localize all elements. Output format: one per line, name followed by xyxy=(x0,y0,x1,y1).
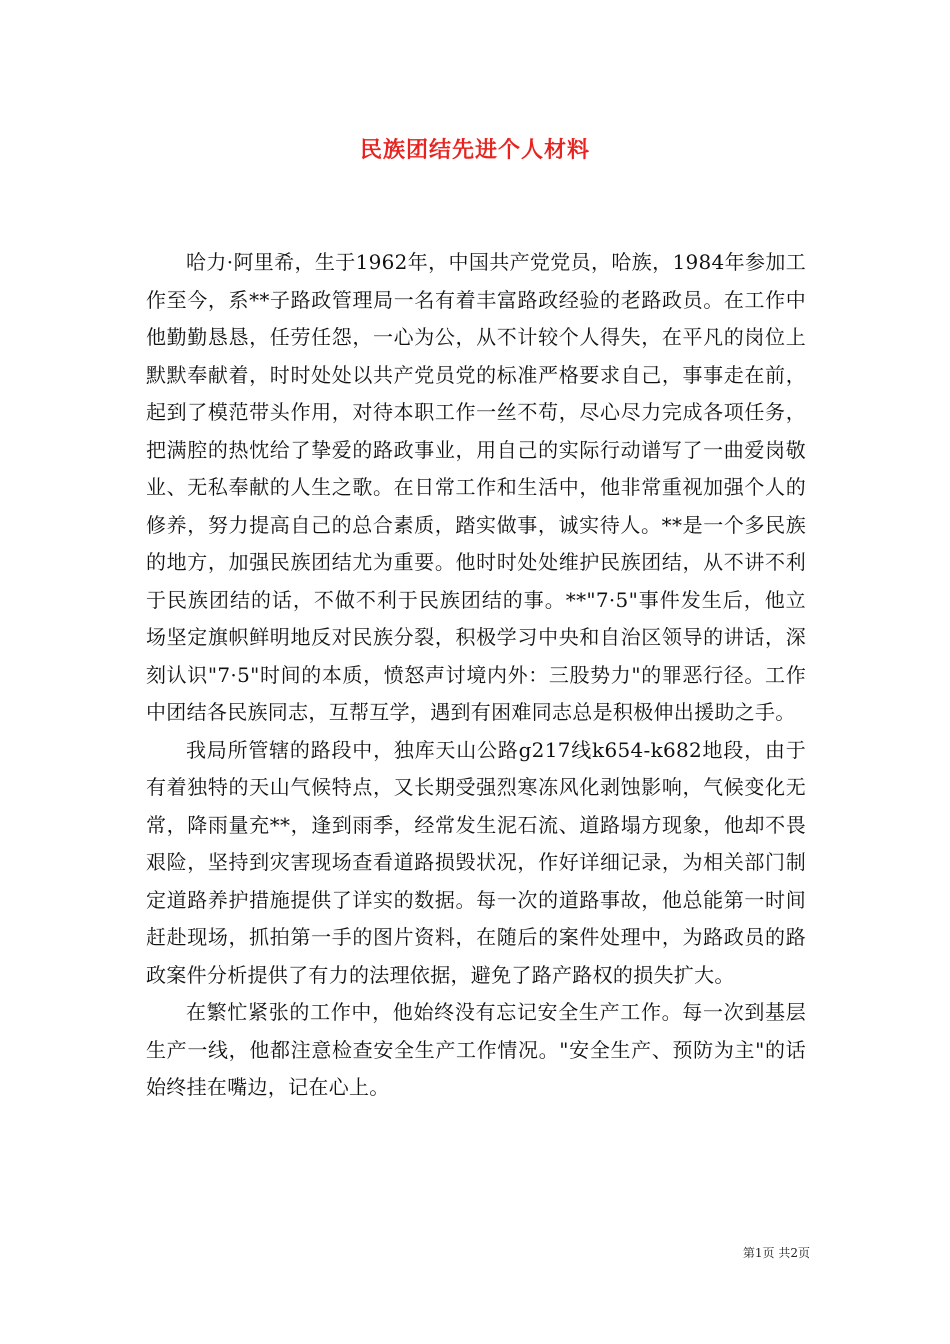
document-body xyxy=(146,244,806,1107)
paragraph-3: 在繁忙紧张的工作中，他始终没有忘记安全生产工作。每一次到基层生产一线，他都注意检查安全生产工作情况。"安全生产、预防为主"的话始终挂在嘴边，记在心上。 xyxy=(146,1000,806,1099)
document-title: 民族团结先进个人材料 xyxy=(359,137,590,163)
paragraph-1: 哈力·阿里希，生于1962年，中国共产党党员，哈族，1984年参加工作至今，系**子路政管理局一名有着丰富路政经验的老路政员。在工作中他勤勤恳恳，任劳任怨，一心为公，从不计较个人得失，在平凡的岗位上默默奉献着，时时处处以共产党员党的标准严格要求自己，事事走在前，起到了模范带头作用，对待本职工作一丝不苟，尽心尽力完成各项任务，把满腔的热忱给了挚爱的路政事业，用自己的实际行动谱写了一曲爱岗敬业、无私奉献的人生之歌。在日常工作和生活中，他非常重视加强个人的修养，努力提高自己的总合素质，踏实做事，诚实待人。**是一个多民族的地方，加强民族团结尤为重要。他时时处处维护民族团结，从不讲不利于民族团结的话，不做不利于民族团结的事。**"7·5"事件发生后，他立场坚定旗帜鲜明地反对民族分裂，积极学习中央和自治区领导的讲话，深刻认识"7·5"时间的本质，愤怒声讨境内外：三股势力"的罪恶行径。工作中团结各民族同志，互帮互学，遇到有困难同志总是积极伸出援助之手。 xyxy=(146,250,806,724)
paragraph-2: 我局所管辖的路段中，独库天山公路g217线k654-k682地段，由于有着独特的天山气候特点，又长期受强烈寒冻风化剥蚀影响，气候变化无常，降雨量充**，逢到雨季，经常发生泥石流、道路塌方现象，他却不畏艰险，坚持到灾害现场查看道路损毁状况，作好详细记录，为相关部门制定道路养护措施提供了详实的数据。每一次的道路事故，他总能第一时间赶赴现场，抓拍第一手的图片资料，在随后的案件处理中，为路政员的路政案件分析提供了有力的法理依据，避免了路产路权的损失扩大。 xyxy=(146,737,806,987)
page-number-footer: 第1页 共2页 xyxy=(742,1246,810,1260)
